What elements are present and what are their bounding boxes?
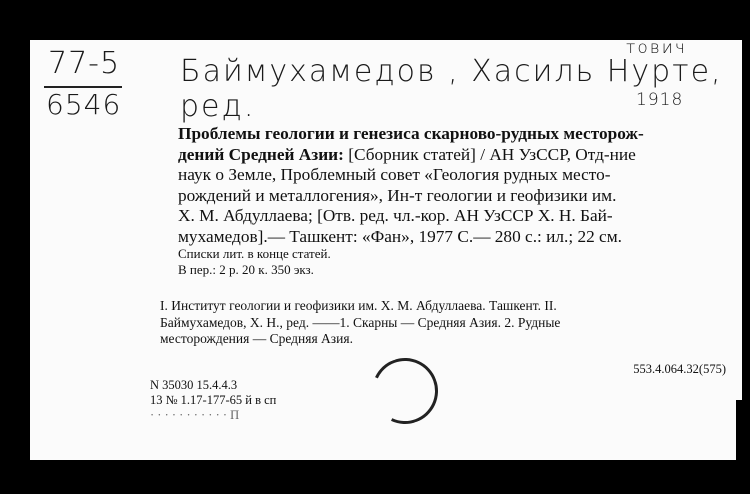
- handwritten-author: Баймухамедов , Хасиль Нурте, ред.: [180, 54, 723, 124]
- entry-line-4: рождений и металлогения», Ин-т геологии и геофизики им.: [178, 185, 617, 205]
- card-edge-shadow: [736, 400, 742, 460]
- round-stamp: [363, 349, 448, 434]
- entry-line-2: [178, 145, 718, 166]
- bibliography-note: Списки лит. в конце статей.: [178, 246, 331, 261]
- entry-line-3: наук о Земле, Проблемный совет «Геология рудных место-: [178, 165, 611, 184]
- call-number-bottom: 6546: [46, 88, 122, 121]
- card-codes: [150, 378, 276, 423]
- entry-line-1: [178, 124, 718, 145]
- tracing-line-3: месторождения — Средняя Азия.: [160, 331, 353, 346]
- bibliographic-entry: [178, 124, 718, 247]
- code-line-3: · · · · · · · · · · · П: [150, 408, 240, 422]
- subject-tracings: [160, 298, 726, 348]
- call-number-top: 77-5: [48, 46, 121, 81]
- handwritten-birth-year: 1918: [636, 90, 684, 110]
- entry-line-5: Х. М. Абдуллаева; [Отв. ред. чл.-кор. АН УзССР Х. Н. Бай-: [178, 206, 613, 225]
- entry-line-6: мухамедов].— Ташкент: «Фан», 1977 С.— 280 с.: ил.; 22 см.: [178, 226, 622, 246]
- tracing-line-2: Баймухамедов, Х. Н., ред. ——1. Скарны — Средняя Азия. 2. Рудные: [160, 314, 561, 330]
- price-note: В пер.: 2 р. 20 к. 350 экз.: [178, 262, 314, 277]
- udc-classification: 553.4.064.32(575): [633, 362, 726, 376]
- code-line-1: N 35030 15.4.4.3: [150, 378, 238, 392]
- catalog-card: [30, 40, 742, 460]
- entry-line-2-rest: [Сборник статей] / АН УзССР, Отд-ние: [343, 144, 636, 164]
- entry-title-part-1: Проблемы геологии и генезиса скарново-рудных месторож-: [178, 124, 644, 143]
- code-line-2: 13 № 1.17-177-65 й в сп: [150, 393, 277, 407]
- handwritten-patronymic-ending: тович: [626, 40, 687, 58]
- tracing-line-1: I. Институт геологии и геофизики им. Х. М. Абдуллаева. Ташкент. II.: [160, 298, 557, 313]
- entry-title-part-2: дений Средней Азии:: [178, 144, 344, 164]
